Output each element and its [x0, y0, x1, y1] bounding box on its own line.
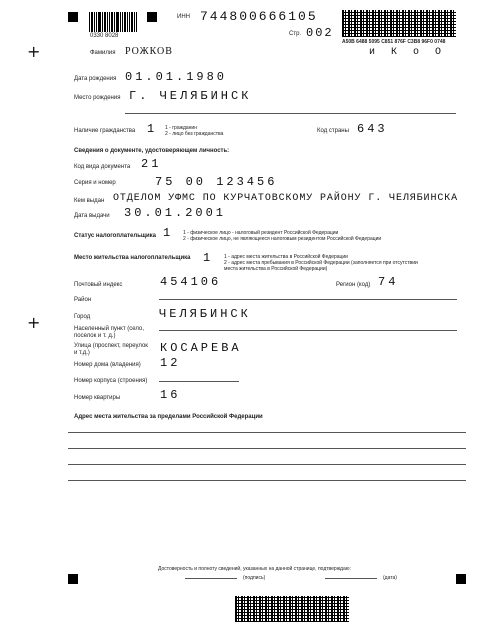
- postcode-label: Почтовый индекс: [74, 282, 123, 288]
- page-value: 002: [306, 26, 334, 40]
- barcode-number: 0330 8028: [90, 33, 119, 39]
- birthplace-label: Место рождения: [74, 95, 121, 101]
- document-issuer-value: ОТДЕЛОМ УФМС ПО КУРЧАТОВСКОМУ РАЙОНУ Г. ЧЕЛЯБИНСКА: [113, 193, 459, 204]
- taxpayer-status-note-1: 1 - физическое лицо - налоговый резидент Российской Федерации: [183, 230, 339, 236]
- birthdate-label: Дата рождения: [74, 76, 117, 82]
- city-label: Город: [74, 314, 91, 320]
- document-section-title: Сведения о документе, удостоверяющем личность:: [74, 148, 230, 154]
- settlement-label-2: поселок и т. д.): [74, 333, 116, 339]
- foreign-address-label: Адрес места жительства за пределами Российской Федерации: [74, 414, 263, 420]
- surname-label: Фамилия: [90, 50, 116, 56]
- surname-value: РОЖКОВ: [125, 46, 173, 57]
- registration-cross-upper: +: [27, 42, 41, 61]
- inn-label: ИНН: [177, 14, 190, 20]
- country-code-label: Код страны: [317, 128, 349, 134]
- district-label: Район: [74, 297, 92, 303]
- street-label-2: и т.д.): [74, 350, 90, 356]
- house-label: Номер дома (владения): [74, 362, 141, 368]
- document-type-label: Код вида документа: [74, 164, 131, 170]
- date-label: (дата): [383, 575, 397, 581]
- signature-label: (подпись): [243, 575, 266, 581]
- house-value: 12: [160, 356, 181, 370]
- region-label: Регион (код): [336, 282, 371, 288]
- country-code-value: 643: [357, 122, 388, 136]
- foreign-address-line-3: [68, 464, 466, 465]
- citizenship-note-1: 1 - гражданин: [165, 125, 197, 131]
- birthplace-value: Г. ЧЕЛЯБИНСК: [129, 89, 252, 103]
- district-line: [159, 299, 457, 300]
- residence-value: 1: [203, 251, 214, 265]
- citizenship-note-2: 2 - лицо без гражданства: [165, 131, 224, 137]
- initials: и К о О: [369, 47, 447, 58]
- apartment-value: 16: [160, 388, 181, 402]
- city-value: ЧЕЛЯБИНСК: [159, 307, 251, 321]
- taxpayer-status-value: 1: [163, 226, 174, 240]
- foreign-address-line-1: [68, 432, 466, 433]
- region-value: 74: [378, 275, 399, 289]
- residence-label: Место жительства налогоплательщика: [74, 255, 191, 261]
- registration-cross-lower: +: [27, 313, 41, 332]
- citizenship-value: 1: [147, 122, 158, 136]
- confirm-text: Достоверность и полноту сведений, указанных на данной странице, подтверждаю:: [158, 566, 351, 572]
- apartment-label: Номер квартиры: [74, 395, 121, 401]
- 2d-barcode-bottom: [235, 596, 349, 622]
- taxpayer-status-label: Статус налогоплательщика: [74, 233, 156, 239]
- 2d-barcode-top: [342, 10, 456, 37]
- foreign-address-line-2: [68, 448, 466, 449]
- residence-note-2a: 2 - адрес места пребывания в Российской Федерации (заполняется при отсутствии: [224, 260, 418, 266]
- document-issue-date-label: Дата выдачи: [74, 213, 110, 219]
- document-issue-date-value: 30.01.2001: [124, 206, 227, 220]
- document-number-value: 75 00 123456: [155, 175, 278, 189]
- settlement-label-1: Населенный пункт (село,: [74, 326, 144, 332]
- date-line: [325, 578, 377, 579]
- code-line: A50B 6488 5095 C851 876F C3B8 96F0 0748: [342, 39, 446, 45]
- corner-marker-bottom-right: [456, 574, 466, 584]
- birthdate-value: 01.01.1980: [125, 70, 228, 84]
- building-label: Номер корпуса (строения): [74, 378, 148, 384]
- document-type-value: 21: [141, 157, 162, 171]
- residence-note-1: 1 - адрес места жительства в Российской Федерации: [224, 254, 348, 260]
- taxpayer-status-note-2: 2 - физическое лицо, не являющееся налоговым резидентом Российской Федерации: [183, 236, 382, 242]
- document-number-label: Серия и номер: [74, 180, 116, 186]
- corner-marker-bottom-left: [68, 574, 78, 584]
- corner-marker-top-mid: [147, 12, 157, 22]
- citizenship-label: Наличие гражданства: [74, 128, 136, 134]
- barcode: [89, 12, 138, 32]
- birthplace-line: [125, 113, 456, 114]
- city-line: [159, 330, 457, 331]
- corner-marker-top-left: [68, 12, 78, 22]
- residence-note-2b: места жительства в Российской Федерации): [224, 266, 328, 272]
- building-line: [159, 381, 239, 382]
- street-value: КОСАРЕВА: [160, 341, 242, 355]
- signature-line: [185, 578, 237, 579]
- foreign-address-line-4: [68, 480, 466, 481]
- page-label: Стр.: [289, 31, 302, 37]
- street-label-1: Улица (проспект, переулок: [74, 343, 148, 349]
- inn-value: 744800666105: [200, 9, 318, 24]
- document-issuer-label: Кем выдан: [74, 198, 105, 204]
- postcode-value: 454106: [160, 275, 222, 289]
